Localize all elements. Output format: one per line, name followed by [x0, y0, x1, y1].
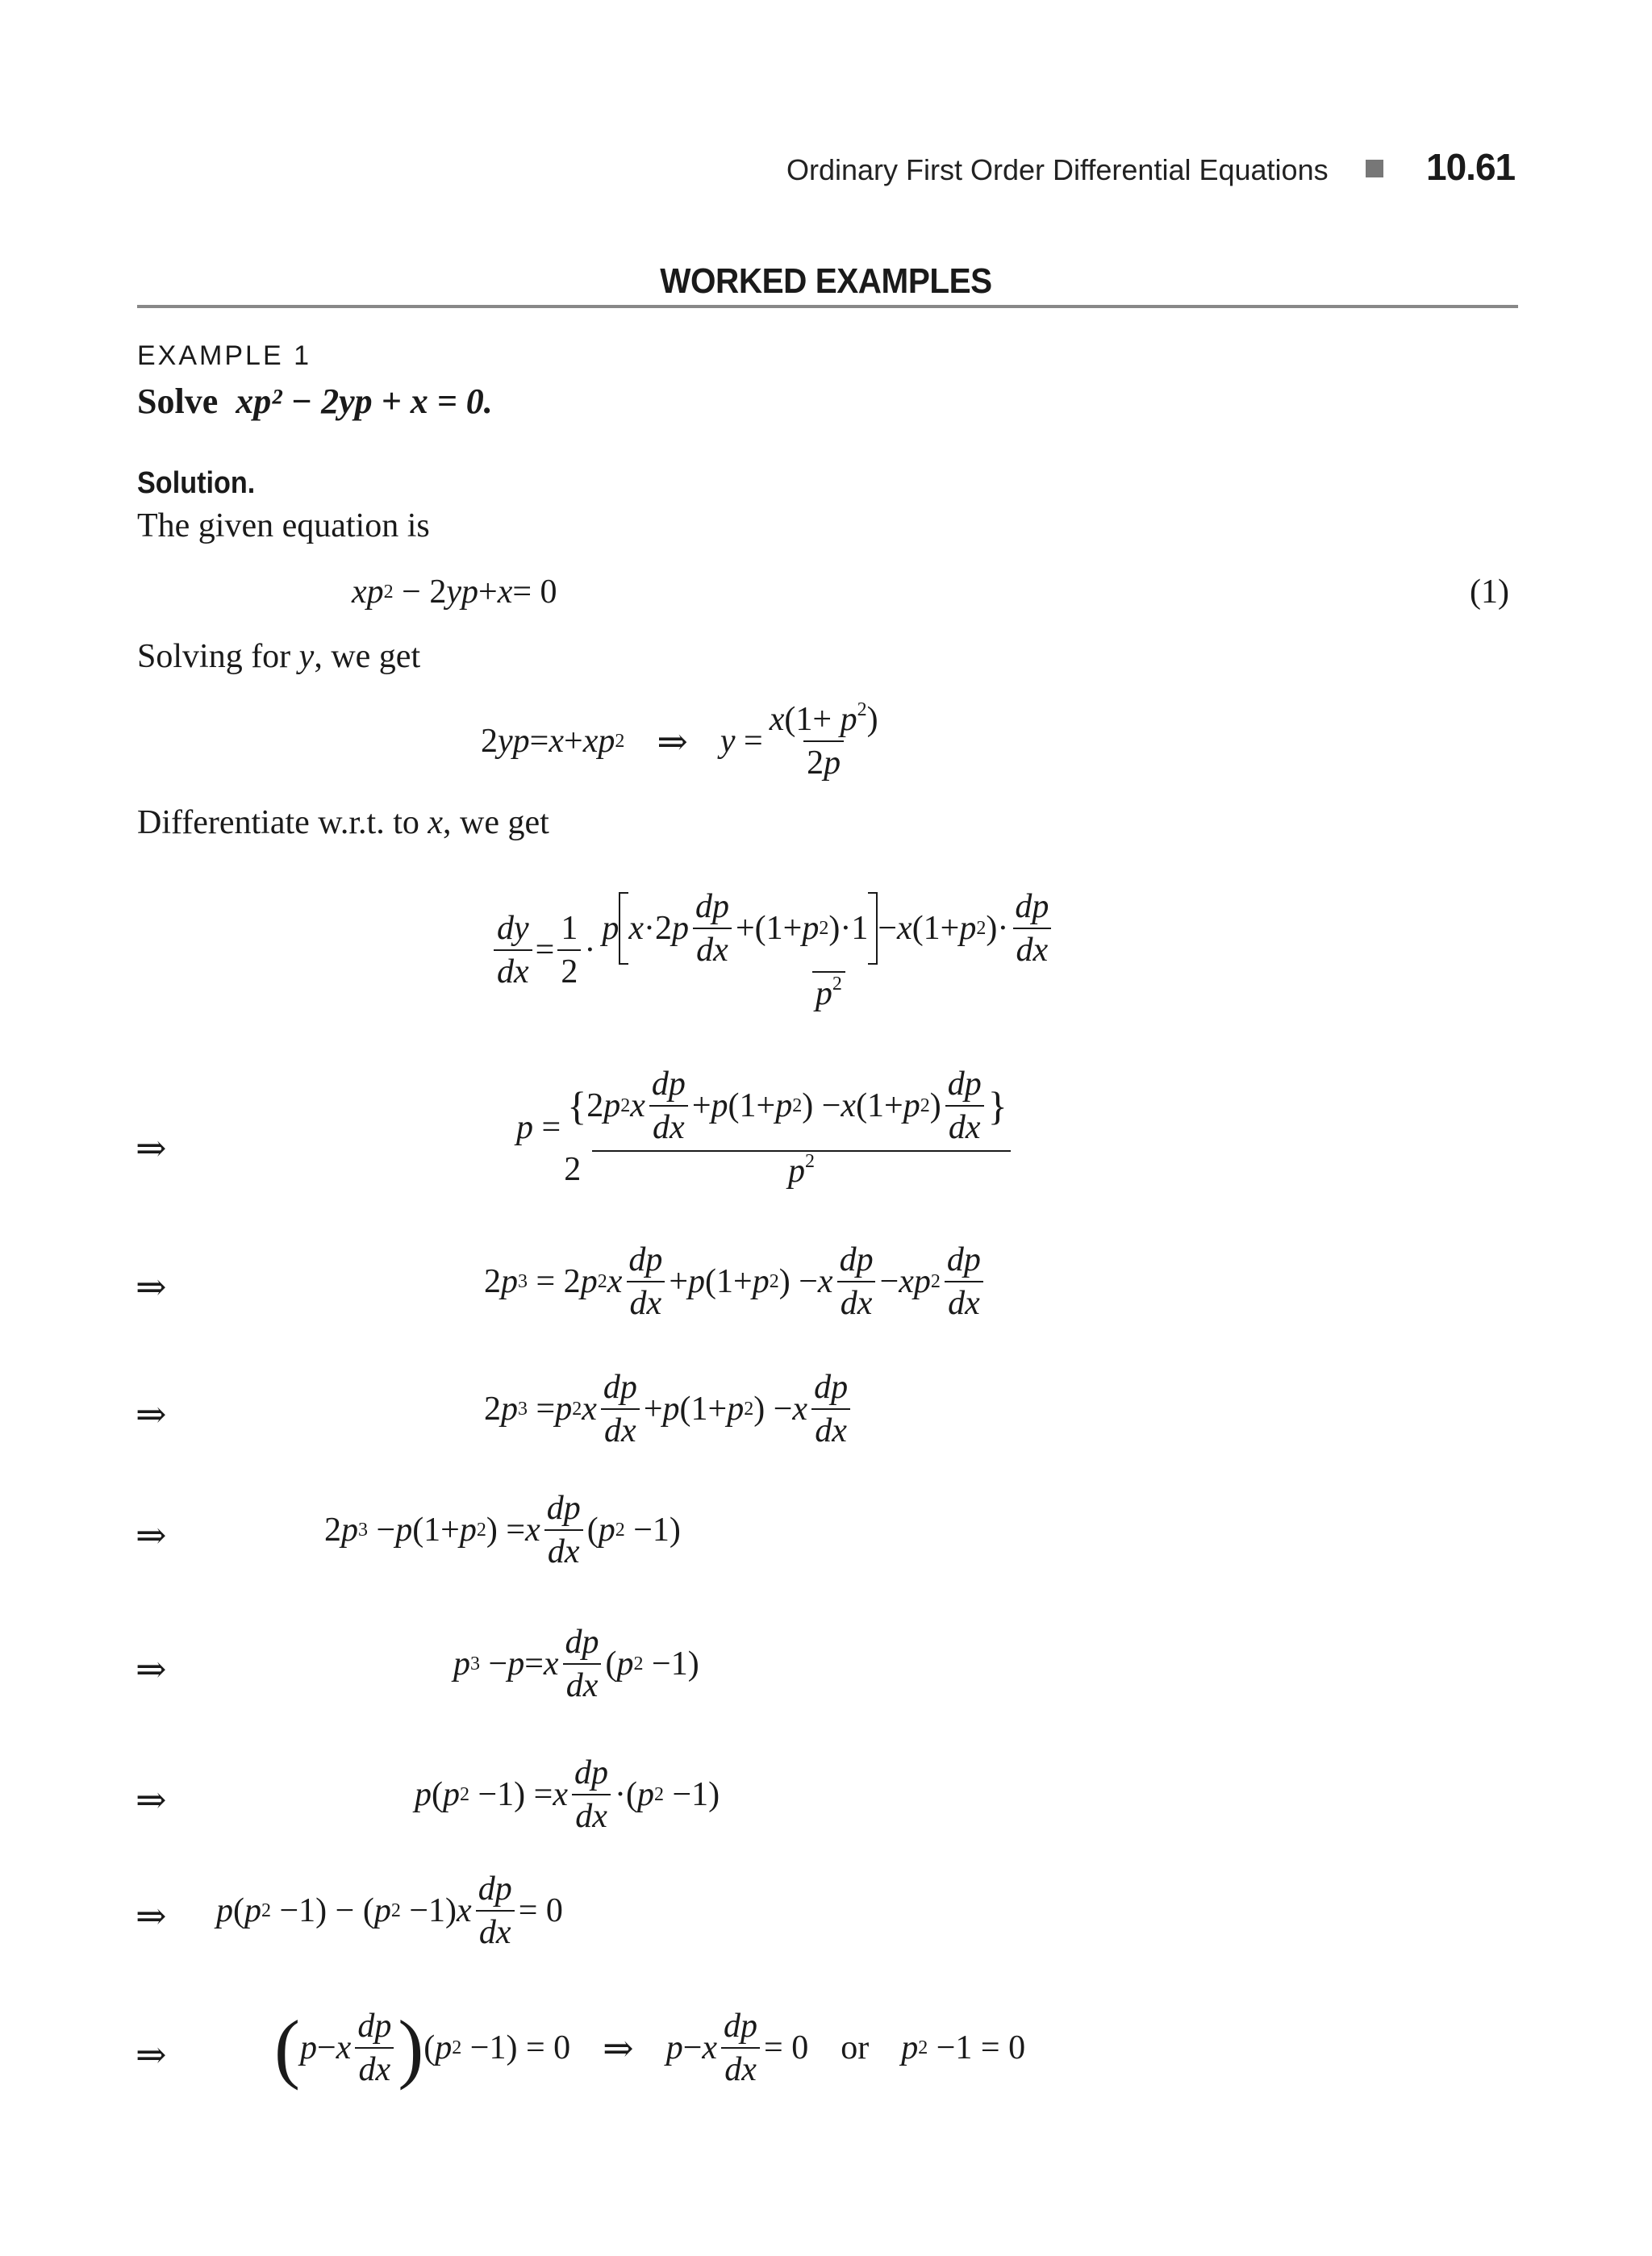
- implies-arrow: ⇒: [136, 1394, 167, 1435]
- equation-2p3-c: 2 p 3 − p (1+ p 2 ) = x $\frac{dp}{dx}$ ( p 2 −1): [324, 1490, 681, 1570]
- equation-number: (1): [1470, 573, 1509, 611]
- problem-equation: xp² − 2yp + x = 0.: [236, 382, 493, 421]
- square-bullet-icon: [1366, 160, 1383, 177]
- running-title: Ordinary First Order Differential Equations: [786, 153, 1329, 186]
- or-word: or: [841, 2029, 870, 2066]
- equation-2p3-a: 2 p 3 = 2 p 2 x $\frac{dp}{dx}$ + p (1+ p 2 ) − x $\frac{dp}{dx}$ − xp 2 $\frac{dp}{dx}$: [484, 1241, 987, 1323]
- equation-factor: p ( p 2 −1) = x $\frac{dp}{dx}$ ·( p 2 −1): [415, 1754, 720, 1835]
- equation-p3: p 3 − p = x $\frac{dp}{dx}$ ( p 2 −1): [453, 1624, 699, 1704]
- implies-arrow: ⇒: [136, 1779, 167, 1820]
- equation-final: ( p − x $\frac{dp}{dx}$ ) ( p 2 −1) = 0 ⇒ p − x $\frac{dp}{dx}$ = 0 or p 2 −1 = 0: [274, 2004, 1026, 2091]
- equation-solve-y: 2 yp = x + xp 2 ⇒ y = $\frac{x(1+ p^2)}{2p}$: [481, 699, 878, 782]
- equation-rearranged: p ( p 2 −1) − ( p 2 −1) x $\frac{dp}{dx}$ = 0: [216, 1870, 563, 1951]
- solution-label: Solution.: [137, 466, 256, 500]
- problem-word: Solve: [137, 382, 219, 421]
- implies-arrow: ⇒: [136, 1128, 167, 1169]
- section-rule: [137, 305, 1518, 308]
- implies-arrow: ⇒: [136, 2034, 167, 2075]
- implies-arrow: ⇒: [136, 1515, 167, 1556]
- text-solving: Solving for y, we get: [137, 638, 421, 675]
- page-number: 10.61: [1426, 146, 1516, 188]
- text-given: The given equation is: [137, 507, 430, 544]
- equation-dy-dx: $\frac{dy}{dx}$ = $\frac{1}{2}$ · p x ·2 p $\frac{dp}{dx}$ +(1+ p 2 )·1 − x (1+ p 2 )· $\frac{dp}{dx}$ $p^2$: [490, 887, 1062, 1013]
- equation-2p3-b: 2 p 3 = p 2 x $\frac{dp}{dx}$ + p (1+ p 2 ) − x $\frac{dp}{dx}$: [484, 1368, 854, 1450]
- problem-statement: [137, 381, 493, 422]
- section-title: WORKED EXAMPLES: [660, 261, 992, 301]
- implies-arrow: ⇒: [136, 1266, 167, 1307]
- equation-p: p = { 2 p 2 x $\frac{dp}{dx}$ + p (1+ p 2 ) − x (1+ p 2 ) $\frac{dp}{dx}$ } 2 $p^2$: [516, 1065, 1014, 1191]
- implies-arrow: ⇒: [136, 1895, 167, 1937]
- equation-1: xp 2 − 2 yp + x = 0: [352, 573, 557, 611]
- text-differentiate: Differentiate w.r.t. to x, we get: [137, 804, 549, 841]
- example-label: EXAMPLE 1: [137, 340, 311, 371]
- implies-arrow: ⇒: [136, 1649, 167, 1690]
